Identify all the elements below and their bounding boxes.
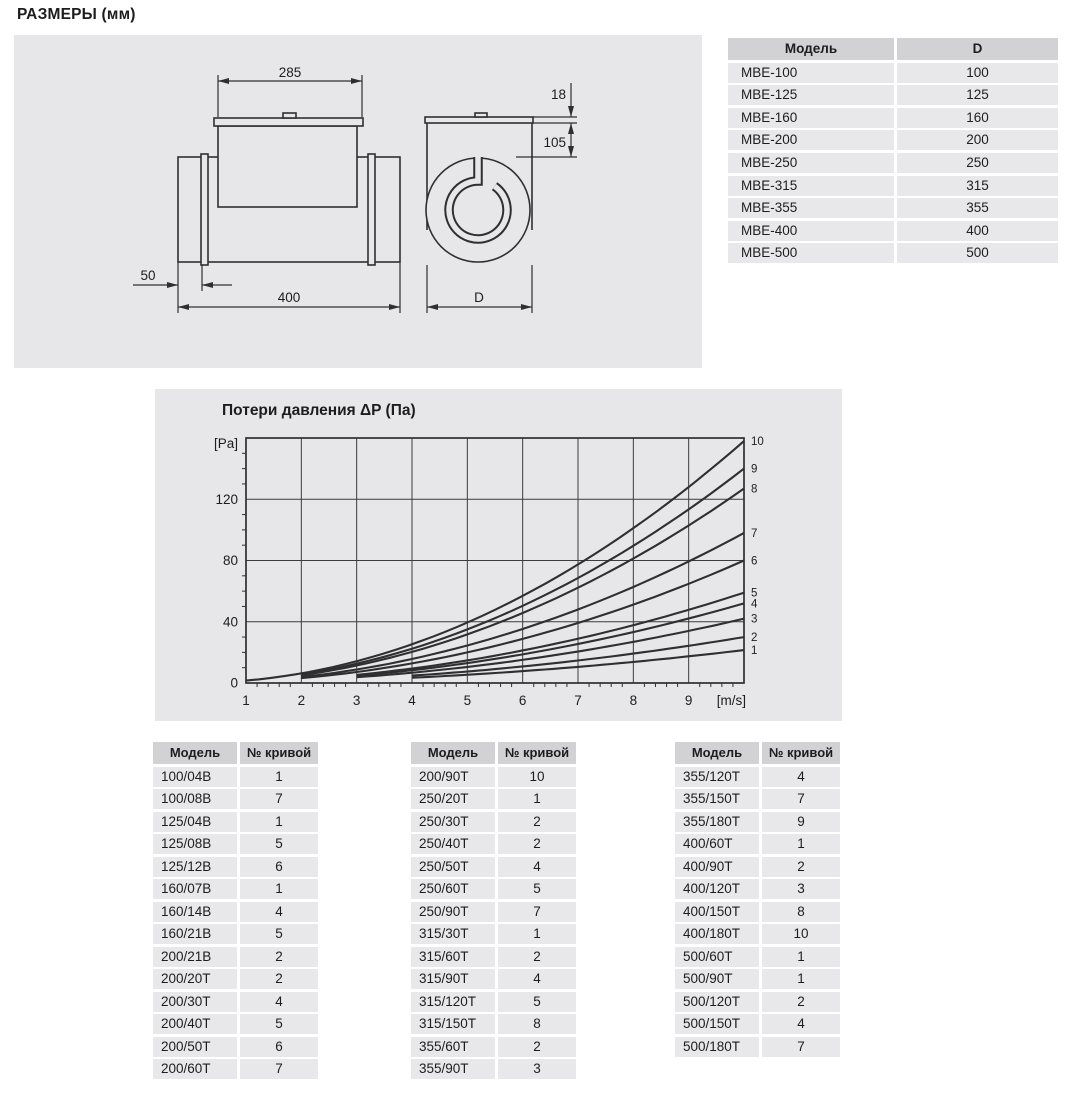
curve-number-cell: 1 <box>762 834 840 854</box>
curve-number-cell: 1 <box>498 924 576 944</box>
model-cell: 100/04B <box>153 767 237 787</box>
model-cell: 355/60T <box>411 1037 495 1057</box>
curve-column-header: № кривой <box>498 742 576 764</box>
side-view <box>178 113 400 265</box>
curve-number-cell: 5 <box>498 992 576 1012</box>
curve-number-cell: 8 <box>762 902 840 922</box>
dim-box-height-label: 105 <box>543 135 566 150</box>
model-cell: 400/120T <box>675 879 759 899</box>
pressure-loss-chart <box>155 389 842 721</box>
curve-table-3-body <box>675 767 840 1057</box>
model-column-header: Модель <box>153 742 237 764</box>
table-row <box>411 1059 576 1079</box>
model-cell: MBE-250 <box>728 153 894 173</box>
model-cell: 315/90T <box>411 969 495 989</box>
curve-table-2 <box>411 742 576 1082</box>
table-row <box>153 812 318 832</box>
model-cell: MBE-355 <box>728 198 894 218</box>
y-tick-label: 80 <box>222 553 238 568</box>
curve-number-cell: 10 <box>762 924 840 944</box>
model-cell: 250/20T <box>411 789 495 809</box>
model-cell: MBE-200 <box>728 130 894 150</box>
curve-label-3: 3 <box>751 613 758 626</box>
table-header-row <box>728 38 1058 60</box>
table-header-row <box>675 742 840 764</box>
table-row <box>728 198 1058 218</box>
table-row <box>411 857 576 877</box>
table-row <box>153 789 318 809</box>
table-row <box>675 1014 840 1034</box>
x-axis-unit: [m/s] <box>716 693 746 708</box>
model-cell: 100/08B <box>153 789 237 809</box>
model-cell: 160/14B <box>153 902 237 922</box>
table-header-row <box>153 742 318 764</box>
curve-number-cell: 1 <box>240 879 318 899</box>
curve-number-cell: 2 <box>498 1037 576 1057</box>
terminal-box <box>218 126 357 207</box>
model-cell: 500/180T <box>675 1037 759 1057</box>
curve-number-cell: 7 <box>240 789 318 809</box>
diameter-cell: 400 <box>897 221 1058 241</box>
model-table-body <box>728 63 1058 264</box>
curve-number-cell: 5 <box>240 1014 318 1034</box>
table-row <box>411 992 576 1012</box>
y-axis-unit: [Pa] <box>213 436 238 451</box>
table-row <box>728 85 1058 105</box>
curve-number-cell: 1 <box>498 789 576 809</box>
curve-number-cell: 2 <box>498 834 576 854</box>
model-cell: 160/07B <box>153 879 237 899</box>
model-cell: 200/50T <box>153 1037 237 1057</box>
curve-label-10: 10 <box>751 436 764 449</box>
table-row <box>675 767 840 787</box>
table-row <box>153 1037 318 1057</box>
x-tick-label: 1 <box>242 693 250 708</box>
model-cell: 200/30T <box>153 992 237 1012</box>
curve-number-cell: 2 <box>240 947 318 967</box>
curve-number-cell: 5 <box>240 834 318 854</box>
curve-label-4: 4 <box>751 598 758 611</box>
diameter-cell: 355 <box>897 198 1058 218</box>
model-cell: 250/40T <box>411 834 495 854</box>
model-cell: 250/60T <box>411 879 495 899</box>
model-cell: 400/150T <box>675 902 759 922</box>
model-cell: 500/90T <box>675 969 759 989</box>
model-cell: 355/120T <box>675 767 759 787</box>
curve-number-cell: 6 <box>240 1037 318 1057</box>
curve-number-cell: 6 <box>240 857 318 877</box>
curve-number-cell: 7 <box>762 789 840 809</box>
front-lid-tab <box>475 113 487 117</box>
table-row <box>675 834 840 854</box>
model-cell: MBE-100 <box>728 63 894 83</box>
curve-number-cell: 1 <box>240 767 318 787</box>
table-row <box>675 924 840 944</box>
table-row <box>153 902 318 922</box>
table-row <box>411 789 576 809</box>
curve-number-cell: 7 <box>240 1059 318 1079</box>
table-header-row <box>411 742 576 764</box>
model-column-header: Модель <box>728 38 894 60</box>
curve-number-cell: 4 <box>498 857 576 877</box>
curve-label-7: 7 <box>751 527 758 540</box>
y-tick-label: 0 <box>230 675 238 691</box>
curve-label-8: 8 <box>751 483 758 496</box>
table-row <box>411 969 576 989</box>
model-cell: 250/90T <box>411 902 495 922</box>
table-row <box>675 812 840 832</box>
table-row <box>411 924 576 944</box>
curve-number-cell: 1 <box>762 969 840 989</box>
curve-label-5: 5 <box>751 587 758 600</box>
model-cell: MBE-315 <box>728 176 894 196</box>
model-cell: 500/150T <box>675 1014 759 1034</box>
model-column-header: Модель <box>675 742 759 764</box>
diameter-cell: 160 <box>897 108 1058 128</box>
curve-table-3 <box>675 742 840 1059</box>
x-tick-label: 4 <box>408 693 416 708</box>
table-row <box>675 902 840 922</box>
dim-inlet-offset-label: 50 <box>140 268 156 283</box>
curve-number-cell: 3 <box>762 879 840 899</box>
curve-label-9: 9 <box>751 463 758 476</box>
model-cell: MBE-400 <box>728 221 894 241</box>
x-tick-label: 9 <box>684 693 693 708</box>
model-cell: 500/60T <box>675 947 759 967</box>
model-cell: 125/04B <box>153 812 237 832</box>
model-cell: 400/180T <box>675 924 759 944</box>
table-row <box>675 992 840 1012</box>
model-cell: 355/150T <box>675 789 759 809</box>
curve-number-cell: 2 <box>240 969 318 989</box>
model-cell: 160/21B <box>153 924 237 944</box>
y-tick-label: 40 <box>222 614 238 630</box>
dim-top-width-label: 285 <box>278 65 302 80</box>
x-tick-label: 2 <box>297 693 306 708</box>
front-lid <box>425 117 533 123</box>
x-tick-label: 8 <box>629 693 638 708</box>
table-row <box>675 969 840 989</box>
terminal-box-lid <box>214 118 363 126</box>
curve-number-cell: 4 <box>240 902 318 922</box>
curve-number-cell: 10 <box>498 767 576 787</box>
curve-number-cell: 2 <box>762 992 840 1012</box>
table-row <box>153 924 318 944</box>
model-cell: 400/90T <box>675 857 759 877</box>
table-row <box>675 1037 840 1057</box>
table-row <box>411 879 576 899</box>
table-row <box>153 969 318 989</box>
table-row <box>728 176 1058 196</box>
curve-number-cell: 4 <box>240 992 318 1012</box>
y-tick-label: 120 <box>215 491 238 507</box>
table-row <box>728 63 1058 83</box>
model-cell: 500/120T <box>675 992 759 1012</box>
curve-number-cell: 4 <box>498 969 576 989</box>
model-cell: 250/50T <box>411 857 495 877</box>
curve-number-cell: 2 <box>498 812 576 832</box>
model-cell: MBE-160 <box>728 108 894 128</box>
curve-number-cell: 5 <box>240 924 318 944</box>
x-tick-label: 3 <box>352 693 361 708</box>
model-cell: 250/30T <box>411 812 495 832</box>
curve-number-cell: 1 <box>240 812 318 832</box>
curve-number-cell: 2 <box>762 857 840 877</box>
x-tick-label: 6 <box>518 693 527 708</box>
diameter-cell: 500 <box>897 243 1058 263</box>
dim-total-length-label: 400 <box>277 290 301 305</box>
diameter-cell: 100 <box>897 63 1058 83</box>
curve-label-6: 6 <box>751 555 758 568</box>
curve-4 <box>357 603 744 675</box>
curve-number-cell: 9 <box>762 812 840 832</box>
chart-title: Потери давления ΔP (Па) <box>222 402 416 419</box>
curve-number-cell: 2 <box>498 947 576 967</box>
diameter-cell: 315 <box>897 176 1058 196</box>
curve-table-2-body <box>411 767 576 1080</box>
curve-table-1 <box>153 742 318 1082</box>
table-row <box>728 108 1058 128</box>
table-row <box>675 879 840 899</box>
table-row <box>411 947 576 967</box>
curve-number-cell: 1 <box>762 947 840 967</box>
diameter-cell: 125 <box>897 85 1058 105</box>
x-tick-label: 5 <box>463 693 472 708</box>
model-diameter-table <box>728 38 1058 266</box>
dimension-drawing <box>14 35 702 368</box>
table-row <box>675 947 840 967</box>
curve-number-cell: 7 <box>762 1037 840 1057</box>
table-row <box>153 947 318 967</box>
model-cell: 200/90T <box>411 767 495 787</box>
curve-number-cell: 4 <box>762 767 840 787</box>
table-row <box>153 1014 318 1034</box>
dim-diameter-label: D <box>474 290 484 305</box>
right-collar <box>368 154 375 265</box>
table-row <box>153 834 318 854</box>
x-tick-label: 7 <box>574 693 582 708</box>
table-row <box>728 221 1058 241</box>
table-row <box>411 812 576 832</box>
curve-label-1: 1 <box>751 645 758 658</box>
table-row <box>728 130 1058 150</box>
model-cell: 400/60T <box>675 834 759 854</box>
table-row <box>153 767 318 787</box>
table-row <box>153 879 318 899</box>
model-cell: 200/60T <box>153 1059 237 1079</box>
curve-column-header: № кривой <box>762 742 840 764</box>
model-cell: 315/30T <box>411 924 495 944</box>
model-cell: 200/40T <box>153 1014 237 1034</box>
model-cell: 315/60T <box>411 947 495 967</box>
model-cell: 315/120T <box>411 992 495 1012</box>
curve-number-cell: 7 <box>498 902 576 922</box>
curve-number-cell: 5 <box>498 879 576 899</box>
table-row <box>411 1037 576 1057</box>
table-row <box>411 767 576 787</box>
table-row <box>153 857 318 877</box>
diameter-cell: 200 <box>897 130 1058 150</box>
table-row <box>411 1014 576 1034</box>
table-row <box>411 834 576 854</box>
front-view <box>425 113 533 262</box>
model-cell: 315/150T <box>411 1014 495 1034</box>
left-collar <box>201 154 208 265</box>
dim-lid-height-label: 18 <box>550 87 566 102</box>
model-cell: MBE-500 <box>728 243 894 263</box>
curve-number-cell: 4 <box>762 1014 840 1034</box>
model-cell: 355/90T <box>411 1059 495 1079</box>
table-row <box>675 789 840 809</box>
model-cell: 355/180T <box>675 812 759 832</box>
table-row <box>411 902 576 922</box>
table-row <box>153 1059 318 1079</box>
table-row <box>675 857 840 877</box>
model-cell: 200/20T <box>153 969 237 989</box>
model-cell: 200/21B <box>153 947 237 967</box>
pressure-loss-chart-panel <box>155 389 842 721</box>
curve-label-2: 2 <box>751 632 758 645</box>
model-cell: MBE-125 <box>728 85 894 105</box>
model-cell: 125/08B <box>153 834 237 854</box>
model-cell: 125/12B <box>153 857 237 877</box>
dimensions-drawing-panel <box>14 35 702 368</box>
curve-table-1-body <box>153 767 318 1080</box>
page-title: РАЗМЕРЫ (мм) <box>17 6 136 23</box>
curve-number-cell: 8 <box>498 1014 576 1034</box>
lid-tab <box>283 113 296 118</box>
diameter-column-header: D <box>897 38 1058 60</box>
model-column-header: Модель <box>411 742 495 764</box>
curve-column-header: № кривой <box>240 742 318 764</box>
table-row <box>728 243 1058 263</box>
diameter-cell: 250 <box>897 153 1058 173</box>
table-row <box>728 153 1058 173</box>
table-row <box>153 992 318 1012</box>
curve-number-cell: 3 <box>498 1059 576 1079</box>
